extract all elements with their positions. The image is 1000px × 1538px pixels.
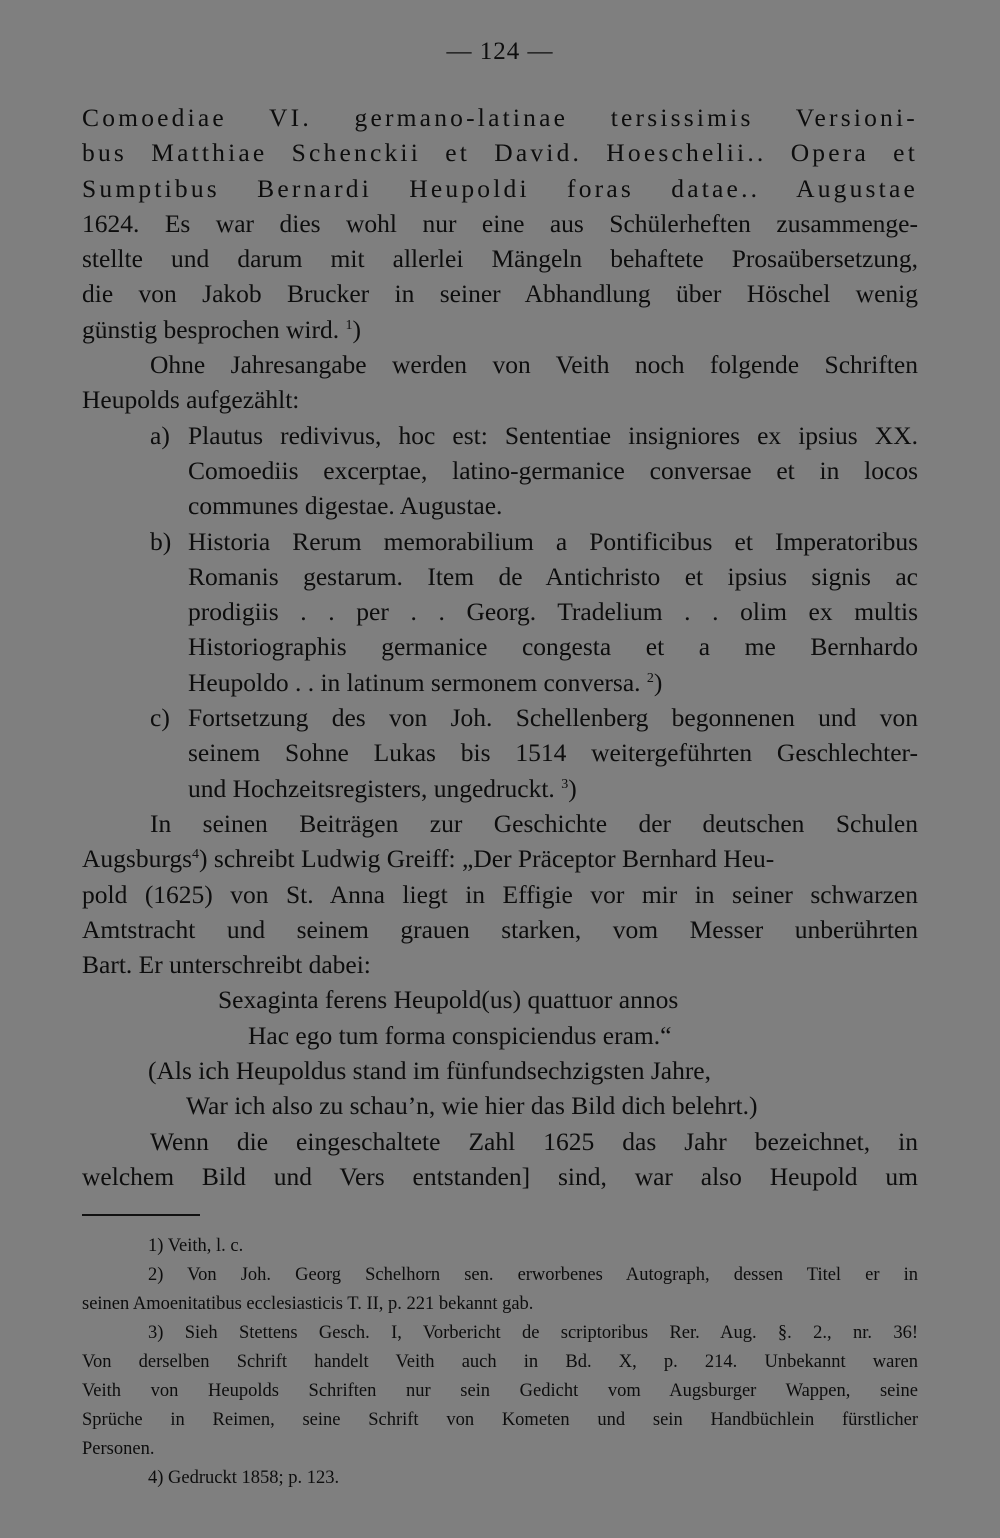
text-line: günstig besprochen wird. $^1$) [82,314,361,344]
text-segment: Fortsetzung des von Joh. Schellenberg begonnenen und von [188,703,918,733]
main-text [82,100,918,1194]
footnote-continuation: Sprüche in Reimen, seine Schrift von Kometen und sein Handbüchlein fürstlicher [82,1410,918,1430]
list-label: a) [150,420,170,450]
page-number: — 124 — [446,38,554,65]
text-line: Heupolds aufgezählt: [82,385,300,415]
footnote: 2) Von Joh. Georg Schelhorn sen. erworbenes Autograph, dessen Titel er in [148,1265,918,1285]
text-line: Romanis gestarum. Item de Antichristo et ipsius signis ac [188,561,918,591]
footnote: 1) Veith, l. c. [148,1236,244,1256]
text-segment: Heupoldo . . in latinum sermonem conversa. [188,667,641,697]
text-line: Comoediae VI. germano-latinae tersissimis Versioni- [82,103,918,132]
list-item-b [82,524,918,559]
text-segment: schreibt Ludwig Greiff: „Der Präceptor Bernhard Heu- [207,844,775,874]
verse-line: Hac ego tum forma conspiciendus eram.“ [248,1020,672,1050]
verse-translation-line: War ich also zu schau’n, wie hier das Bild dich belehrt.) [186,1091,758,1121]
footnote-continuation: Personen. [82,1439,155,1459]
text-line: Sumptibus Bernardi Heupoldi foras datae.. Augustae [82,173,918,203]
text-line: pold (1625) von St. Anna liegt in Effigie vor mir in seiner schwarzen [82,879,918,909]
footnote-ref: 4 [192,847,200,863]
text-line: communes digestae. Augustae. [188,491,503,521]
list-label: c) [150,703,170,733]
text-segment: günstig besprochen wird. [82,314,340,344]
list-label: b) [150,526,172,556]
footnote: 3) Sieh Stettens Gesch. I, Vorbericht de scriptoribus Rer. Aug. §. 2., nr. 36! [148,1323,918,1343]
footnote-divider [82,1214,200,1216]
text-line: Comoediis excerptae, latino-germanice conversae et in locos [188,455,918,485]
text-line: die von Jakob Brucker in seiner Abhandlung über Höschel wenig [82,279,918,309]
footnote-continuation: Von derselben Schrift handelt Veith auch in Bd. X, p. 214. Unbekannt waren [82,1352,918,1372]
list-item-a [82,418,918,453]
text-line: Heupoldo . . in latinum sermonem conversa. $^2$) [188,667,663,697]
footnote-ref: 1 [345,317,353,333]
text-line: 1624. Es war dies wohl nur eine aus Schülerheften zusammenge- [82,208,918,238]
text-line: stellte und darum mit allerlei Mängeln behaftete Prosaübersetzung, [82,244,918,274]
text-segment: Historia Rerum memorabilium a Pontificibus et Imperatoribus [188,526,918,556]
text-line: seinem Sohne Lukas bis 1514 weitergeführten Geschlechter- [188,738,918,768]
verse-translation-line: (Als ich Heupoldus stand im fünfundsechzigsten Jahre, [148,1056,712,1086]
text-line: Amtstracht und seinem grauen starken, vom Messer unberührten [82,914,918,944]
footnote: 4) Gedruckt 1858; p. 123. [148,1468,340,1488]
paragraph-start: In seinen Beiträgen zur Geschichte der deutschen Schulen [150,808,918,838]
text-line: Historiographis germanice congesta et a me Bernhardo [188,632,918,662]
footnote-continuation: seinen Amoenitatibus ecclesiasticis T. II, p. 221 bekannt gab. [82,1294,534,1314]
text-line: welchem Bild und Vers entstanden] sind, war also Heupold um [82,1161,918,1191]
text-line: Bart. Er unterschreibt dabei: [82,950,371,980]
text-line: prodigiis . . per . . Georg. Tradelium . . olim ex multis [188,597,918,627]
paragraph-start: Wenn die eingeschaltete Zahl 1625 das Jahr bezeichnet, in [150,1126,918,1156]
text-segment: Plautus redivivus, hoc est: Sententiae insigniores ex ipsius XX. [188,420,918,450]
list-item-c [82,700,918,735]
footnote-ref: 2 [646,670,654,686]
footnote-ref: 3 [561,776,569,792]
text-line: bus Matthiae Schenckii et David. Hoeschelii.. Opera et [82,138,918,168]
text-line: und Hochzeitsregisters, ungedruckt. $^3$) [188,773,577,803]
footnotes [82,1232,918,1493]
paragraph-start: Ohne Jahresangabe werden von Veith noch folgende Schriften [150,350,918,380]
verse-line: Sexaginta ferens Heupold(us) quattuor annos [218,985,679,1015]
text-segment: und Hochzeitsregisters, ungedruckt. [188,773,555,803]
footnote-continuation: Veith von Heupolds Schriften nur sein Gedicht vom Augsburger Wappen, seine [82,1381,918,1401]
text-line: Augsburgs$^4$) schreibt Ludwig Greiff: „Der Präceptor Bernhard Heu- [82,844,775,874]
text-segment: Augsburgs [82,844,193,874]
